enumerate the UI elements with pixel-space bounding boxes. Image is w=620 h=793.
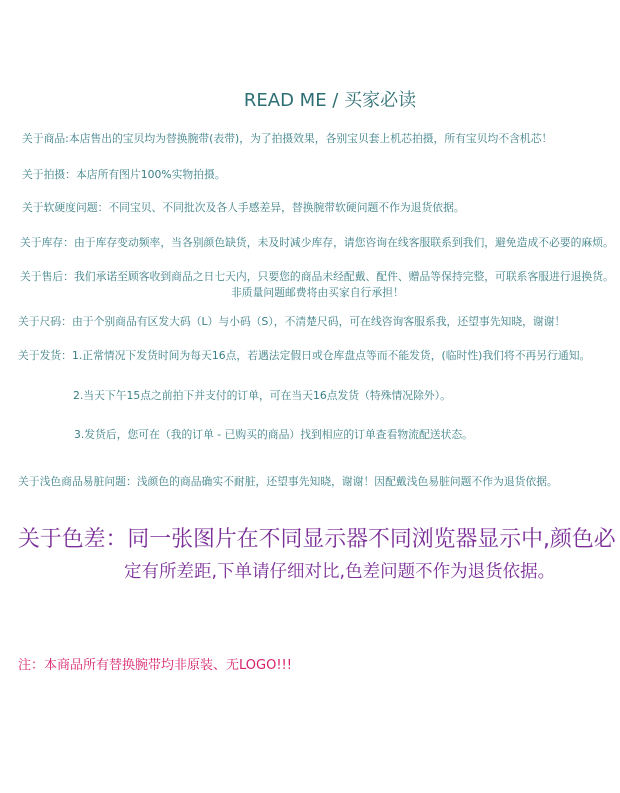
- shipping-notice-1: 关于发货：1.正常情况下发货时间为每天16点，若遇法定假日或仓库盘点等而不能发货，(临时性)我们将不再另行通知。: [18, 349, 591, 362]
- goods-notice: 关于商品:本店售出的宝贝均为替换腕带(表带)，为了拍摄效果，各别宝贝套上机芯拍摄，所有宝贝均不含机芯！: [22, 132, 553, 145]
- non-original-note: 注：本商品所有替换腕带均非原装、无LOGO!!!: [18, 658, 292, 673]
- size-notice: 关于尺码：由于个别商品有区发大码（L）与小码（S），不清楚尺码，可在线咨询客服系我，还望事先知晓，谢谢！: [18, 315, 566, 328]
- hardness-notice: 关于软硬度问题：不同宝贝、不同批次及各人手感差异，替换腕带软硬问题不作为退货依据。: [22, 201, 465, 214]
- stock-notice: 关于库存：由于库存变动频率，当各别颜色缺货，未及时减少库存，请您咨询在线客服联系到我们，避免造成不必要的麻烦。: [20, 236, 614, 249]
- color-difference-continued: 定有所差距,下单请仔细对比,色差问题不作为退货依据。: [124, 562, 556, 582]
- color-difference-heading: 关于色差：同一张图片在不同显示器不同浏览器显示中,颜色必: [18, 527, 616, 552]
- aftersale-notice-continued: 非质量问题邮费将由买家自行承担！: [231, 286, 404, 299]
- shipping-notice-3: 3.发货后，您可在（我的订单 - 已购买的商品）找到相应的订单查看物流配送状态。: [74, 428, 473, 441]
- page-title: READ ME / 买家必读: [243, 90, 417, 111]
- light-color-notice: 关于浅色商品易脏问题：浅颜色的商品确实不耐脏，还望事先知晓，谢谢！因配戴浅色易脏问题不作为退货依据。: [18, 475, 558, 488]
- aftersale-notice: 关于售后：我们承诺至顾客收到商品之日七天内，只要您的商品未经配戴、配件、赠品等保持完整，可联系客服进行退换货。: [20, 270, 614, 283]
- photo-notice: 关于拍摄：本店所有图片100%实物拍摄。: [22, 168, 226, 181]
- shipping-notice-2: 2.当天下午15点之前拍下并支付的订单，可在当天16点发货（特殊情况除外）。: [73, 389, 451, 402]
